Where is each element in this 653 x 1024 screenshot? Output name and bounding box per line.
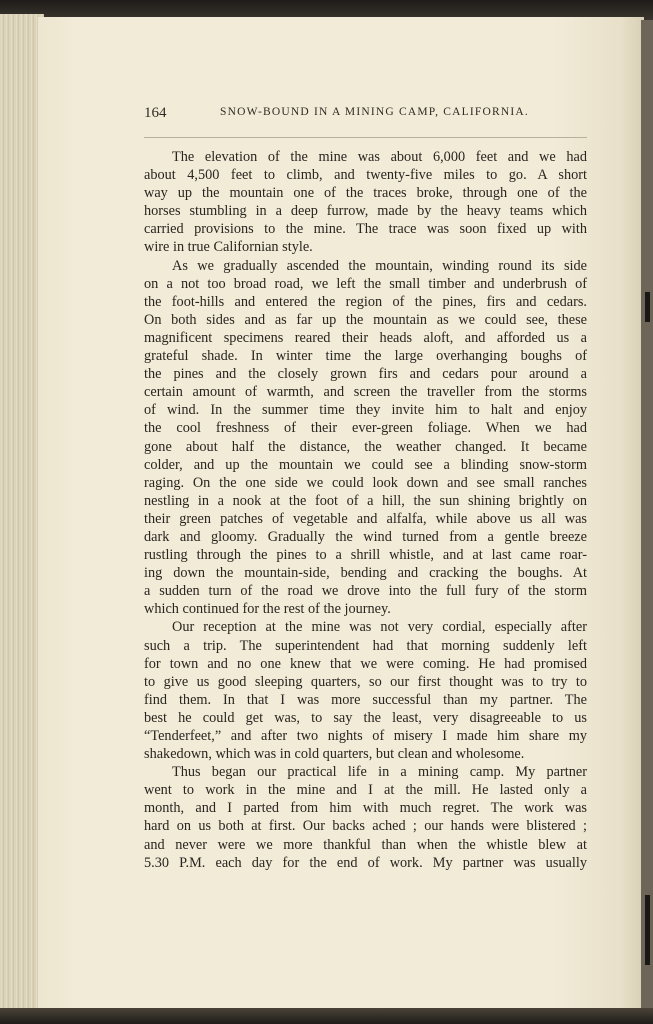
- text-line: Thus began our practical life in a mining camp. My partner: [172, 764, 587, 781]
- text-line: Our reception at the mine was not very cordial, especially after: [172, 619, 587, 636]
- text-line: about 4,500 feet to climb, and twenty-five miles to go. A short: [144, 167, 587, 184]
- text-line: carried provisions to the mine. The trace was soon fixed up with: [144, 221, 587, 238]
- edge-mark: [645, 292, 650, 322]
- text-line: gone about half the distance, the weather changed. It became: [144, 438, 587, 455]
- body-text: [144, 148, 587, 872]
- text-line: wire in true Californian style.: [144, 239, 313, 256]
- text-line: the foot-hills and entered the region of the pines, firs and cedars.: [144, 293, 587, 310]
- text-line: ing down the mountain-side, bending and cracking the boughs. At: [144, 565, 587, 582]
- text-line: dark and gloomy. Gradually the wind turned from a gentle breeze: [144, 528, 587, 545]
- text-line: on a not too broad road, we left the small timber and underbrush of: [144, 275, 587, 292]
- text-line: went to work in the mine and I at the mill. He lasted only a: [144, 782, 587, 799]
- text-line: the pines and the closely grown firs and cedars pour around a: [144, 366, 587, 383]
- text-line: As we gradually ascended the mountain, winding round its side: [172, 257, 587, 274]
- text-line: The elevation of the mine was about 6,000 feet and we had: [172, 149, 587, 165]
- text-line: such a trip. The superintendent had that morning suddenly left: [144, 637, 587, 654]
- book-bottom-edge: [0, 1008, 653, 1024]
- text-line: the cool freshness of their ever-green foliage. When we had: [144, 420, 587, 437]
- text-line: magnificent specimens reared their heads aloft, and afforded us a: [144, 329, 587, 346]
- text-line: a sudden turn of the road we drove into the full fury of the storm: [144, 583, 587, 600]
- text-line: find them. In that I was more successful than my partner. The: [144, 691, 587, 708]
- running-title: SNOW-BOUND IN A MINING CAMP, CALIFORNIA.: [219, 106, 529, 118]
- text-line: shakedown, which was in cold quarters, but clean and wholesome.: [144, 746, 525, 763]
- edge-mark: [645, 895, 650, 965]
- text-line: nestling in a nook at the foot of a hill, the sun shining brightly on: [144, 492, 587, 509]
- text-line: for town and no one knew that we were coming. He had promised: [144, 655, 587, 672]
- text-line: colder, and up the mountain we could see a blinding snow-storm: [144, 456, 587, 473]
- text-line: and never were we more thankful than when the whistle blew at: [144, 836, 587, 853]
- text-line: raging. On the one side we could look down and see small ranches: [144, 474, 587, 491]
- text-line: On both sides and as far up the mountain as we could see, these: [144, 311, 587, 328]
- text-line: their green patches of vegetable and alfalfa, while above us all was: [144, 510, 587, 527]
- text-line: month, and I parted from him with much regret. The work was: [144, 800, 587, 817]
- text-line: which continued for the rest of the journey.: [144, 601, 391, 618]
- text-line: way up the mountain one of the traces broke, through one of the: [144, 185, 587, 202]
- text-line: horses stumbling in a deep furrow, made by the heavy teams which: [144, 203, 587, 220]
- text-line: of wind. In the summer time they invite him to halt and enjoy: [144, 402, 587, 419]
- text-line: grateful shade. In winter time the large overhanging boughs of: [144, 348, 587, 365]
- page-number: 164: [144, 105, 167, 121]
- header-rule: [144, 137, 587, 138]
- text-line: hard on us both at first. Our backs ached ; our hands were blistered ;: [144, 818, 587, 835]
- text-line: 5.30 P.M. each day for the end of work. My partner was usually: [144, 854, 587, 871]
- page-header: [144, 105, 529, 127]
- text-line: rustling through the pines to a shrill whistle, and at last came roar-: [144, 547, 587, 564]
- text-line: to give us good sleeping quarters, so our first thought was to try to: [144, 673, 587, 690]
- text-line: “Tenderfeet,” and after two nights of misery I made him share my: [144, 728, 587, 744]
- text-line: certain amount of warmth, and screen the traveller from the storms: [144, 384, 587, 401]
- text-line: best he could get was, to say the least, very disagreeable to us: [144, 709, 587, 726]
- right-page-edge: [641, 20, 653, 1010]
